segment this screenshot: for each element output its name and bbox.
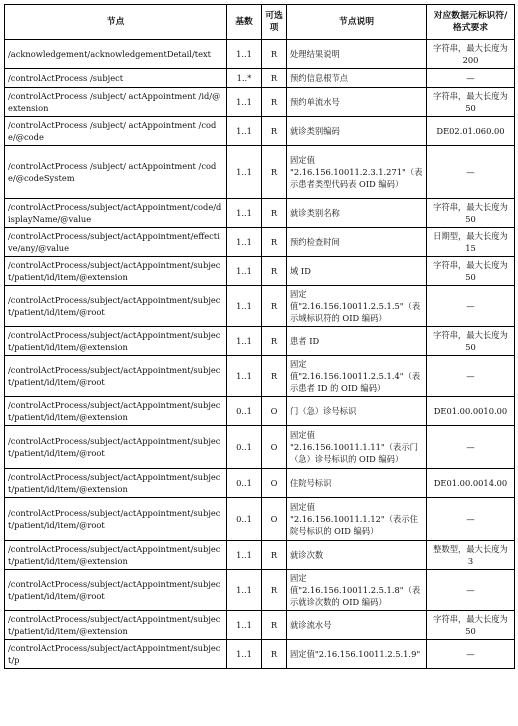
node-path-cell: /controlActProcess/subject/actAppointment/subject/patient/id/item/@extension [5, 469, 227, 498]
format-cell: 字符串，最大长度为 50 [427, 88, 515, 117]
cardinality-cell: 1..1 [227, 40, 262, 69]
node-path-cell: /controlActProcess/subject/actAppointment/subject/patient/id/item/@root [5, 426, 227, 469]
node-path-cell: /controlActProcess /subject/ actAppointment /code/@codeSystem [5, 146, 227, 199]
node-path-cell: /controlActProcess/subject/actAppointment/subject/patient/id/item/@extension [5, 611, 227, 640]
optional-cell: R [262, 88, 287, 117]
description-cell: 固定值"2.16.156.10011.2.5.1.4"（表示患者 ID 的 OID 编码） [287, 356, 427, 397]
optional-cell: R [262, 640, 287, 669]
format-cell: — [427, 69, 515, 88]
format-cell: — [427, 426, 515, 469]
format-cell: 字符串，最大长度为 50 [427, 327, 515, 356]
cardinality-cell: 0..1 [227, 397, 262, 426]
table-row [5, 117, 515, 146]
optional-cell: R [262, 199, 287, 228]
format-cell: DE02.01.060.00 [427, 117, 515, 146]
optional-cell: R [262, 117, 287, 146]
table-row [5, 611, 515, 640]
node-path-cell: /controlActProcess /subject [5, 69, 227, 88]
optional-cell: O [262, 498, 287, 541]
cardinality-cell: 0..1 [227, 498, 262, 541]
optional-cell: O [262, 426, 287, 469]
cardinality-cell: 1..1 [227, 611, 262, 640]
optional-cell: R [262, 40, 287, 69]
node-path-cell: /controlActProcess/subject/actAppointment/subject/patient/id/item/@extension [5, 327, 227, 356]
optional-cell: R [262, 146, 287, 199]
format-cell: 日期型，最大长度为 15 [427, 228, 515, 257]
description-cell: 域 ID [287, 257, 427, 286]
table-body [5, 40, 515, 669]
node-path-cell: /controlActProcess/subject/actAppointment/subject/patient/id/item/@extension [5, 541, 227, 570]
description-cell: 固定值 "2.16.156.10011.1.11"（表示门（急）诊号标识的 OID 编码） [287, 426, 427, 469]
table-row [5, 426, 515, 469]
format-cell: — [427, 640, 515, 669]
description-cell: 固定值"2.16.156.10011.2.5.1.5"（表示域标识符的 OID 编码） [287, 286, 427, 327]
cardinality-cell: 1..1 [227, 257, 262, 286]
node-path-cell: /controlActProcess/subject/actAppointment/effective/any/@value [5, 228, 227, 257]
node-spec-table [4, 4, 515, 669]
optional-cell: R [262, 611, 287, 640]
node-path-cell: /controlActProcess/subject/actAppointment/subject/patient/id/item/@root [5, 498, 227, 541]
description-cell: 就诊流水号 [287, 611, 427, 640]
cardinality-cell: 1..1 [227, 640, 262, 669]
table-header-row [5, 5, 515, 40]
optional-cell: R [262, 327, 287, 356]
format-cell: — [427, 286, 515, 327]
node-path-cell: /controlActProcess /subject/ actAppointment /code/@code [5, 117, 227, 146]
table-row [5, 257, 515, 286]
cardinality-cell: 0..1 [227, 469, 262, 498]
format-cell: — [427, 356, 515, 397]
cardinality-cell: 1..1 [227, 286, 262, 327]
table-row [5, 541, 515, 570]
optional-cell: R [262, 356, 287, 397]
format-cell: 整数型，最大长度为 3 [427, 541, 515, 570]
format-cell: DE01.00.0014.00 [427, 469, 515, 498]
format-cell: — [427, 570, 515, 611]
optional-cell: R [262, 570, 287, 611]
table-row [5, 498, 515, 541]
optional-cell: R [262, 257, 287, 286]
optional-cell: R [262, 541, 287, 570]
cardinality-cell: 1..1 [227, 327, 262, 356]
description-cell: 就诊次数 [287, 541, 427, 570]
node-path-cell: /controlActProcess /subject/ actAppointment /id/@extension [5, 88, 227, 117]
table-row [5, 88, 515, 117]
description-cell: 固定值"2.16.156.10011.2.5.1.8"（表示就诊次数的 OID 编码） [287, 570, 427, 611]
table-row [5, 40, 515, 69]
node-path-cell: /controlActProcess/subject/actAppointment/subject/patient/id/item/@extension [5, 257, 227, 286]
header-node: 节点 [5, 5, 227, 40]
description-cell: 预约单流水号 [287, 88, 427, 117]
optional-cell: O [262, 397, 287, 426]
description-cell: 固定值 "2.16.156.10011.1.12"（表示住院号标识的 OID 编码） [287, 498, 427, 541]
cardinality-cell: 1..* [227, 69, 262, 88]
node-path-cell: /controlActProcess/subject/actAppointment/subject/p [5, 640, 227, 669]
description-cell: 固定值 "2.16.156.10011.2.3.1.271"（表示患者类型代码表 OID 编码） [287, 146, 427, 199]
node-path-cell: /controlActProcess/subject/actAppointment/subject/patient/id/item/@root [5, 286, 227, 327]
table-row [5, 228, 515, 257]
cardinality-cell: 1..1 [227, 117, 262, 146]
header-optional: 可选项 [262, 5, 287, 40]
node-path-cell: /controlActProcess/subject/actAppointment/code/displayName/@value [5, 199, 227, 228]
table-row [5, 146, 515, 199]
table-row [5, 327, 515, 356]
table-row [5, 199, 515, 228]
cardinality-cell: 1..1 [227, 228, 262, 257]
header-cardinality: 基数 [227, 5, 262, 40]
format-cell: 字符串，最大长度为 50 [427, 257, 515, 286]
description-cell: 处理结果说明 [287, 40, 427, 69]
table-row [5, 640, 515, 669]
node-path-cell: /controlActProcess/subject/actAppointment/subject/patient/id/item/@extension [5, 397, 227, 426]
format-cell: 字符串，最大长度为 50 [427, 611, 515, 640]
optional-cell: R [262, 69, 287, 88]
format-cell: DE01.00.0010.00 [427, 397, 515, 426]
header-description: 节点说明 [287, 5, 427, 40]
cardinality-cell: 1..1 [227, 570, 262, 611]
cardinality-cell: 1..1 [227, 356, 262, 397]
optional-cell: O [262, 469, 287, 498]
node-path-cell: /acknowledgement/acknowledgementDetail/text [5, 40, 227, 69]
cardinality-cell: 1..1 [227, 146, 262, 199]
node-path-cell: /controlActProcess/subject/actAppointment/subject/patient/id/item/@root [5, 356, 227, 397]
format-cell: 字符串，最大长度为 50 [427, 199, 515, 228]
format-cell: — [427, 498, 515, 541]
description-cell: 就诊类别编码 [287, 117, 427, 146]
format-cell: — [427, 146, 515, 199]
table-row [5, 69, 515, 88]
format-cell: 字符串，最大长度为 200 [427, 40, 515, 69]
header-format: 对应数据元标识符/格式要求 [427, 5, 515, 40]
cardinality-cell: 1..1 [227, 88, 262, 117]
node-path-cell: /controlActProcess/subject/actAppointment/subject/patient/id/item/@root [5, 570, 227, 611]
table-row [5, 397, 515, 426]
description-cell: 预约信息根节点 [287, 69, 427, 88]
description-cell: 固定值"2.16.156.10011.2.5.1.9" [287, 640, 427, 669]
table-row [5, 356, 515, 397]
cardinality-cell: 0..1 [227, 426, 262, 469]
table-row [5, 286, 515, 327]
description-cell: 住院号标识 [287, 469, 427, 498]
description-cell: 门（急）诊号标识 [287, 397, 427, 426]
description-cell: 预约检查时间 [287, 228, 427, 257]
optional-cell: R [262, 228, 287, 257]
description-cell: 患者 ID [287, 327, 427, 356]
table-row [5, 570, 515, 611]
table-row [5, 469, 515, 498]
optional-cell: R [262, 286, 287, 327]
description-cell: 就诊类别名称 [287, 199, 427, 228]
cardinality-cell: 1..1 [227, 541, 262, 570]
cardinality-cell: 1..1 [227, 199, 262, 228]
